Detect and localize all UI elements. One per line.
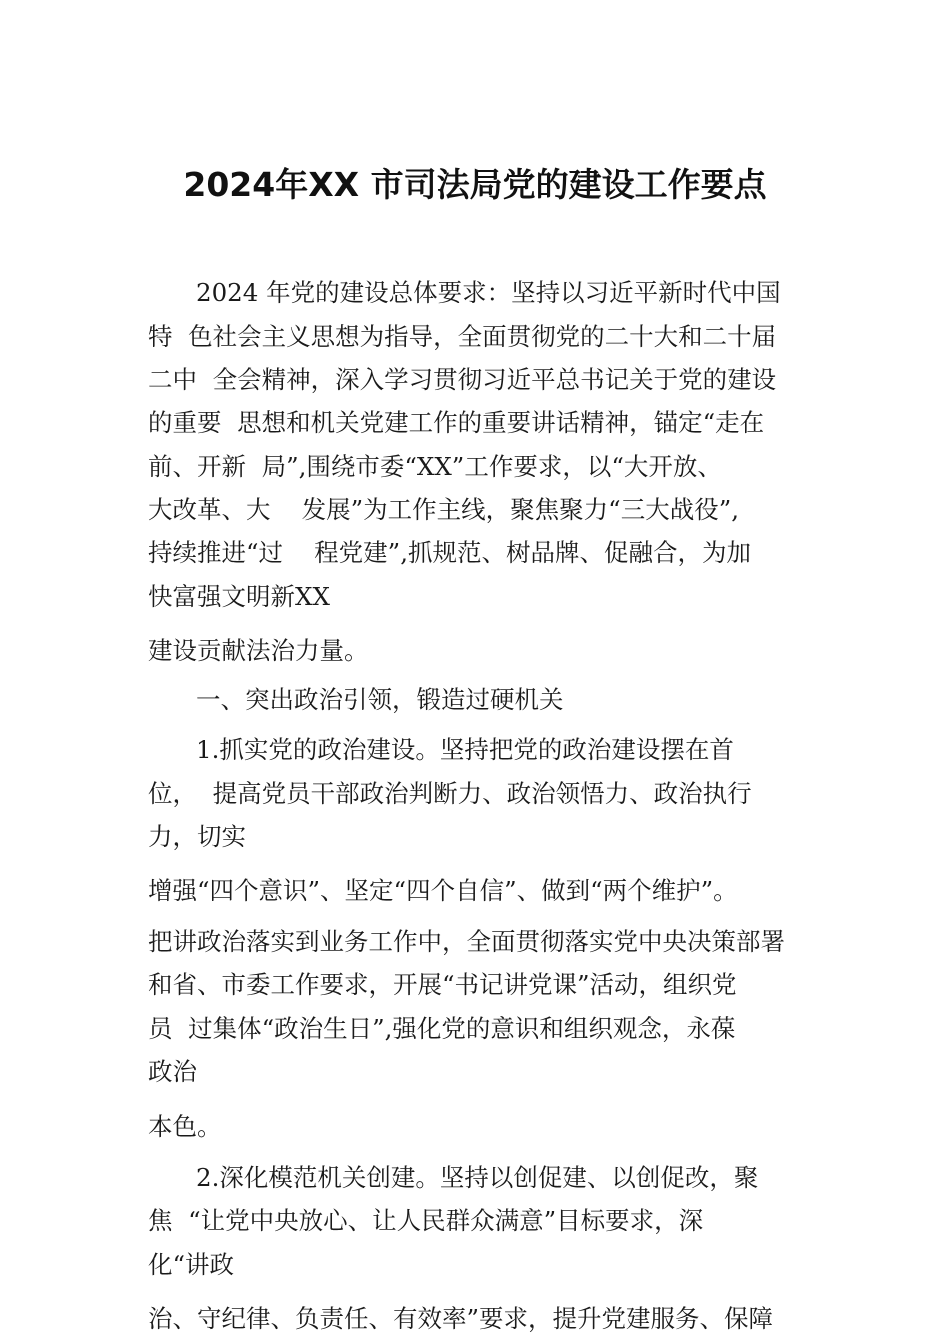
body-line: 一、突出政治引领，锻造过硬机关: [196, 685, 564, 714]
body-line: 前、开新 局”,围绕市委“XX”工作要求，以“大开放、: [148, 452, 722, 481]
body-line: 把讲政治落实到业务工作中，全面贯彻落实党中央决策部署: [148, 927, 785, 956]
body-line: 治、守纪律、负责任、有效率”要求，提升党建服务、保障: [148, 1304, 774, 1333]
body-line: 和省、市委工作要求，开展“书记讲党课”活动，组织党: [148, 970, 737, 999]
body-line: 2.深化模范机关创建。坚持以创促建、以创促改，聚: [196, 1163, 759, 1192]
body-line: 力，切实: [148, 822, 246, 851]
body-line: 本色。: [148, 1112, 222, 1141]
body-line: 位， 提高党员干部政治判断力、政治领悟力、政治执行: [148, 779, 752, 808]
body-line: 大改革、大 发展”为工作主线，聚焦聚力“三大战役”,: [148, 495, 740, 524]
body-line: 员 过集体“政治生日”,强化党的意识和组织观念，永葆: [148, 1014, 736, 1043]
body-line: 特 色社会主义思想为指导，全面贯彻党的二十大和二十届: [148, 322, 777, 351]
body-line: 持续推进“过 程党建”,抓规范、树品牌、促融合，为加: [148, 538, 751, 567]
body-line: 增强“四个意识”、坚定“四个自信”、做到“两个维护”。: [148, 876, 738, 905]
body-line: 二中 全会精神，深入学习贯彻习近平总书记关于党的建设: [148, 365, 777, 394]
body-line: 2024 年党的建设总体要求：坚持以习近平新时代中国: [196, 278, 781, 307]
body-line: 焦 “让党中央放心、让人民群众满意”目标要求，深: [148, 1206, 704, 1235]
body-line: 政治: [148, 1057, 197, 1086]
document-title: 2024年XX 市司法局党的建设工作要点: [183, 165, 767, 204]
body-line: 快富强文明新XX: [148, 582, 330, 611]
body-line: 建设贡献法治力量。: [148, 636, 369, 665]
body-line: 1.抓实党的政治建设。坚持把党的政治建设摆在首: [196, 735, 734, 764]
body-line: 的重要 思想和机关党建工作的重要讲话精神，锚定“走在: [148, 408, 765, 437]
body-line: 化“讲政: [148, 1250, 235, 1279]
